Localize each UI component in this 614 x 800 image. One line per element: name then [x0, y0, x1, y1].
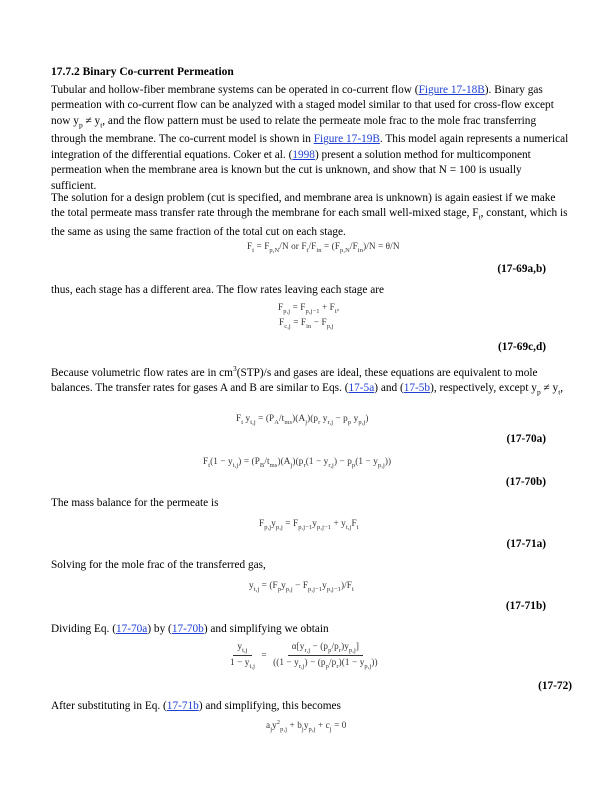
paragraph-volumetric-flow: Because volumetric flow rates are in $cm^3(STP)/s$ and gases are ideal, these equations are equivalent to mole balances. The transfer rates for gases A and B are similar to Eqs. (17-5a) and (17-5b), respectively, except $y_p \ne y_t$, [51, 364, 564, 397]
link-coker-1998[interactable]: 1998 [292, 148, 315, 161]
equation-17-69d: $F_{c,j} = F_{in} - F_{p,j}$ [279, 317, 334, 330]
equation-17-71b: $y_{t,j} = (F_py_{p,j} - F_{p,j-1}y_{p,j-1})/F_t$ [249, 580, 354, 593]
link-eq-17-5a[interactable]: 17-5a [348, 382, 375, 395]
equation-label-17-70b: (17-70b) [505, 476, 546, 488]
equation-label-17-69ab: (17-69a,b) [497, 263, 546, 275]
link-figure-17-18b[interactable]: Figure 17-18B [418, 84, 485, 96]
equation-17-70b: $F_t(1 - y_{t,j}) = (P_B/t_{ms})(A_j)(p_r(1 - y_{r,j}) - p_p(1 - y_{p,j}))$ [203, 456, 392, 469]
equation-quadratic: $a_jy^2_{p,j} + b_jy_{p,j} + c_j = 0$ [266, 719, 347, 733]
paragraph-cocurrent-intro: Tubular and hollow-fiber membrane systems can be operated in co-current flow (Figure 17-18B). Binary gas permeation with co-current flow can be analyzed with a staged model similar to that used for cross-flow except now $y_p \ne y_t$, and the flow pattern must be used to relate the permeate mole frac to the mole frac transferring through the membrane. The co-current model is shown in Figure 17-19B. This model again represents a numerical integration of the differential equations. Coker et al. (1998) present a solution method for multicomponent permeation when the membrane area is known but the cut is unknown, and show that N = 100 is usually sufficient. [51, 84, 569, 192]
equation-17-70a: $F_t$ $y_{t,j} = (P_A/t_{ms})(A_j)(p_r$ $y_{r,j} - p_p$ $y_{p,j}$) [236, 413, 369, 426]
equation-17-69ab: $F_t = F_{p,N}/N$ or $F_t/F_{in} = (F_{p,N}/F_{in})/N = \theta/N$ [247, 241, 400, 254]
link-eq-17-5b[interactable]: 17-5b [403, 382, 431, 395]
paragraph-solving-mole-frac: Solving for the mole frac of the transferred gas, [51, 559, 266, 571]
link-eq-17-70a[interactable]: 17-70a [115, 623, 148, 635]
equation-label-17-70a: (17-70a) [506, 433, 546, 445]
equation-17-69c: $F_{p,j} = F_{p,j-1} + F_t$, [278, 302, 340, 315]
paragraph-flow-rates: thus, each stage has a different area. The flow rates leaving each stage are [51, 284, 384, 296]
paragraph-mass-balance: The mass balance for the permeate is [51, 497, 219, 509]
equation-17-71a: $F_{p,j}y_{p,j} = F_{p,j-1}y_{p,j-1} + y_{t,j}F_t$ [259, 518, 359, 531]
paragraph-design-problem: The solution for a design problem (cut is specified, and membrane area is unknown) is again easiest if we make the total permeate mass transfer rate through the membrane for each small well-mixed stage, $F_t$, constant, which is the same as using the same fraction of the total cut on each stage. [51, 192, 568, 239]
paragraph-after-substituting: After substituting in Eq. (17-71b) and simplifying, this becomes [51, 700, 341, 712]
equation-label-17-72: (17-72) [538, 680, 572, 692]
equation-label-17-69cd: (17-69c,d) [497, 341, 546, 353]
equation-label-17-71b: (17-71b) [505, 600, 546, 612]
link-figure-17-19b[interactable]: Figure 17-19B [313, 133, 380, 146]
link-eq-17-70b[interactable]: 17-70b [171, 623, 204, 635]
link-eq-17-71b[interactable]: 17-71b [166, 700, 199, 712]
section-heading: 17.7.2 Binary Co-current Permeation [51, 66, 234, 78]
paragraph-dividing: Dividing Eq. (17-70a) by (17-70b) and simplifying we obtain [51, 623, 329, 635]
equation-17-72: $\frac{y_{t,j}}{1 - y_{t,j}}$ = $\frac{\alpha[y_{r,j} - (p_p/p_r)y_{p,j}]}{((1 - y_{r,j}) - (p_p/p_r)(1 - y_{p,j}))}$ [230, 641, 378, 670]
equation-label-17-71a: (17-71a) [506, 538, 546, 550]
